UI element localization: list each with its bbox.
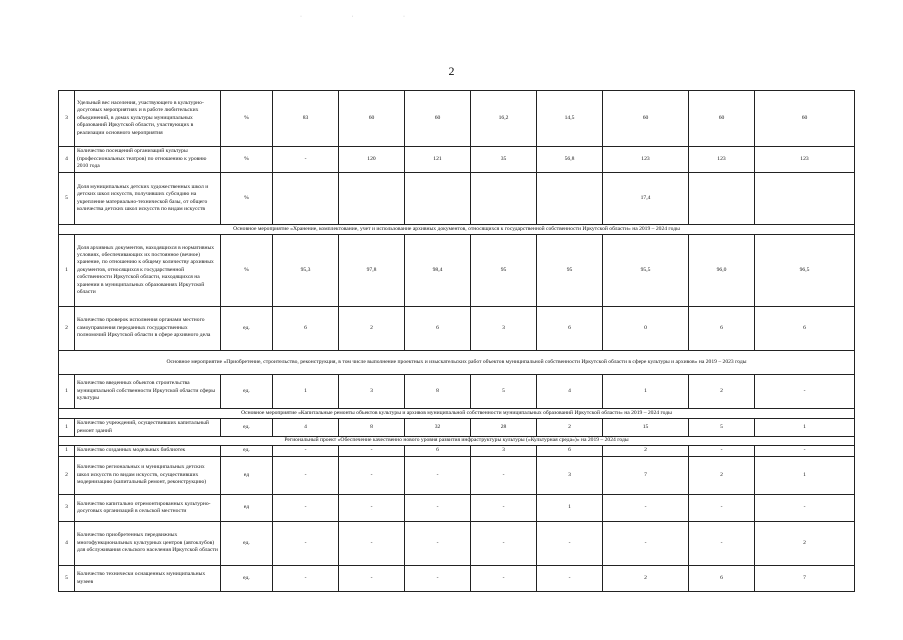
value-cell: [273, 173, 339, 225]
row-number: 4: [59, 522, 75, 566]
value-cell: 1: [755, 419, 855, 437]
unit-cell: ед.: [221, 307, 273, 351]
value-cell: 8: [339, 419, 405, 437]
value-cell: -: [603, 522, 689, 566]
value-cell: 95,5: [603, 235, 689, 307]
value-cell: 1: [755, 457, 855, 495]
unit-cell: %: [221, 235, 273, 307]
indicator-name: Количество созданных модельных библиотек: [75, 446, 221, 457]
value-cell: -: [273, 522, 339, 566]
value-cell: 2: [755, 522, 855, 566]
unit-cell: ед.: [221, 419, 273, 437]
value-cell: -: [405, 495, 471, 522]
value-cell: -: [689, 522, 755, 566]
value-cell: 6: [755, 307, 855, 351]
value-cell: -: [273, 566, 339, 592]
section-title: Основное мероприятие «Приобретение, строительство, реконструкция, в том числе выполнение проектных и изыскательских работ объектов муниципальной собственности Иркутской области в сфере культуры и архивов» на 2019 – 2023 годы: [59, 351, 855, 375]
value-cell: 95: [537, 235, 603, 307]
value-cell: 121: [405, 147, 471, 173]
value-cell: 96,5: [755, 235, 855, 307]
value-cell: 2: [537, 419, 603, 437]
indicator-name: Количество проверок исполнения органами местного самоуправления переданных государственных полномочий Иркутской области в сфере архивного дела: [75, 307, 221, 351]
value-cell: 60: [405, 91, 471, 147]
value-cell: [405, 173, 471, 225]
table-row: [59, 91, 855, 147]
value-cell: [537, 173, 603, 225]
unit-cell: ед: [221, 457, 273, 495]
value-cell: -: [471, 457, 537, 495]
value-cell: -: [273, 457, 339, 495]
indicator-name: Количество региональных и муниципальных детских школ искусств по видам искусств, осуществивших модернизацию (капитальный ремонт, реконструкцию): [75, 457, 221, 495]
value-cell: 123: [755, 147, 855, 173]
scan-artifact: · · ·: [300, 14, 429, 20]
value-cell: 4: [537, 375, 603, 409]
section-header-row: [59, 225, 855, 235]
value-cell: 96,0: [689, 235, 755, 307]
value-cell: [339, 173, 405, 225]
unit-cell: ед.: [221, 566, 273, 592]
indicator-name: Доля архивных документов, находящихся в нормативных условиях, обеспечивающих их постоянное (вечное) хранение, по отношению к общему количеству архивных документов, относящихся к государственной собственности Иркутской области, находящихся на хранении в муниципальных образованиях Иркутской области: [75, 235, 221, 307]
value-cell: -: [405, 457, 471, 495]
row-number: 1: [59, 375, 75, 409]
value-cell: 7: [755, 566, 855, 592]
value-cell: -: [471, 566, 537, 592]
value-cell: -: [755, 446, 855, 457]
unit-cell: ед.: [221, 446, 273, 457]
value-cell: 0: [603, 307, 689, 351]
value-cell: 1: [603, 375, 689, 409]
table-row: [59, 446, 855, 457]
unit-cell: %: [221, 91, 273, 147]
value-cell: 17,4: [603, 173, 689, 225]
section-header-row: [59, 409, 855, 419]
section-header-row: [59, 437, 855, 446]
unit-cell: %: [221, 173, 273, 225]
value-cell: 97,8: [339, 235, 405, 307]
value-cell: 16,2: [471, 91, 537, 147]
value-cell: 1: [273, 375, 339, 409]
value-cell: [689, 173, 755, 225]
value-cell: 3: [339, 375, 405, 409]
indicators-table: [58, 90, 855, 592]
table-row: [59, 307, 855, 351]
value-cell: 3: [471, 307, 537, 351]
value-cell: 95: [471, 235, 537, 307]
value-cell: 6: [405, 446, 471, 457]
value-cell: 14,5: [537, 91, 603, 147]
row-number: 5: [59, 566, 75, 592]
value-cell: 15: [603, 419, 689, 437]
row-number: 5: [59, 173, 75, 225]
table-row: [59, 522, 855, 566]
value-cell: 6: [273, 307, 339, 351]
indicator-name: Количество капитально отремонтированных культурно-досуговых организаций в сельской местности: [75, 495, 221, 522]
indicator-name: Удельный вес населения, участвующего в культурно-досуговых мероприятиях и в работе любительских объединений, в домах культуры муниципальных образований Иркутской области, участвующих в реализации основного мероприятия: [75, 91, 221, 147]
indicator-name: Количество введенных объектов строительства муниципальной собственности Иркутской области сферы культуры: [75, 375, 221, 409]
value-cell: [755, 173, 855, 225]
table-row: [59, 495, 855, 522]
value-cell: -: [339, 495, 405, 522]
value-cell: 123: [603, 147, 689, 173]
row-number: 3: [59, 91, 75, 147]
value-cell: -: [471, 522, 537, 566]
value-cell: 6: [537, 307, 603, 351]
section-title: Региональный проект «Обеспечение качественно нового уровня развития инфраструктуры культуры («Культурная среда»)» на 2019 – 2024 годы: [59, 437, 855, 446]
row-number: 4: [59, 147, 75, 173]
value-cell: 6: [405, 307, 471, 351]
value-cell: -: [405, 522, 471, 566]
unit-cell: ед.: [221, 375, 273, 409]
value-cell: 56,8: [537, 147, 603, 173]
section-header-row: [59, 351, 855, 375]
value-cell: 3: [537, 457, 603, 495]
value-cell: -: [405, 566, 471, 592]
value-cell: -: [537, 566, 603, 592]
row-number: 1: [59, 235, 75, 307]
value-cell: 5: [471, 375, 537, 409]
value-cell: 1: [537, 495, 603, 522]
table-row: [59, 457, 855, 495]
value-cell: -: [339, 446, 405, 457]
value-cell: -: [339, 566, 405, 592]
value-cell: 35: [471, 147, 537, 173]
unit-cell: ед: [221, 495, 273, 522]
value-cell: -: [603, 495, 689, 522]
row-number: 1: [59, 419, 75, 437]
value-cell: -: [537, 522, 603, 566]
unit-cell: %: [221, 147, 273, 173]
value-cell: -: [339, 522, 405, 566]
value-cell: 5: [689, 419, 755, 437]
value-cell: -: [339, 457, 405, 495]
value-cell: 60: [603, 91, 689, 147]
value-cell: 4: [273, 419, 339, 437]
value-cell: -: [689, 495, 755, 522]
value-cell: 83: [273, 91, 339, 147]
table-row: [59, 147, 855, 173]
value-cell: -: [689, 446, 755, 457]
value-cell: 60: [689, 91, 755, 147]
value-cell: 32: [405, 419, 471, 437]
value-cell: -: [273, 495, 339, 522]
table-row: [59, 375, 855, 409]
indicator-name: Количество технически оснащенных муниципальных музеев: [75, 566, 221, 592]
value-cell: 6: [537, 446, 603, 457]
value-cell: 28: [471, 419, 537, 437]
table-row: [59, 419, 855, 437]
value-cell: 120: [339, 147, 405, 173]
section-title: Основное мероприятие «Капитальные ремонты объектов культуры и архивов муниципальной собственности муниципальных образований Иркутской области» на 2019 – 2024 годы: [59, 409, 855, 419]
value-cell: 60: [339, 91, 405, 147]
row-number: 3: [59, 495, 75, 522]
value-cell: -: [273, 147, 339, 173]
value-cell: 3: [471, 446, 537, 457]
value-cell: 7: [603, 457, 689, 495]
value-cell: 60: [755, 91, 855, 147]
indicator-name: Количество посещений организаций культуры (профессиональных театров) по отношению к уровню 2010 года: [75, 147, 221, 173]
value-cell: -: [471, 495, 537, 522]
value-cell: -: [755, 375, 855, 409]
indicator-name: Доля муниципальных детских художественных школ и детских школ искусств, получивших субсидию на укрепление материально-технической базы, от общего количества детских школ искусств по видам искусств: [75, 173, 221, 225]
indicator-name: Количество приобретенных передвижных многофункциональных культурных центров (автоклубов) для обслуживания сельского населения Иркутской области: [75, 522, 221, 566]
row-number: 1: [59, 446, 75, 457]
value-cell: 2: [689, 457, 755, 495]
value-cell: 6: [689, 566, 755, 592]
value-cell: 2: [603, 446, 689, 457]
unit-cell: ед.: [221, 522, 273, 566]
value-cell: 95,3: [273, 235, 339, 307]
value-cell: -: [755, 495, 855, 522]
value-cell: [471, 173, 537, 225]
indicator-name: Количество учреждений, осуществивших капитальный ремонт зданий: [75, 419, 221, 437]
value-cell: 2: [339, 307, 405, 351]
row-number: 2: [59, 307, 75, 351]
value-cell: 6: [689, 307, 755, 351]
value-cell: 98,4: [405, 235, 471, 307]
table-row: [59, 173, 855, 225]
value-cell: 123: [689, 147, 755, 173]
value-cell: 2: [603, 566, 689, 592]
value-cell: -: [273, 446, 339, 457]
value-cell: 2: [689, 375, 755, 409]
row-number: 2: [59, 457, 75, 495]
section-title: Основное мероприятие «Хранение, комплектование, учет и использование архивных документов, относящихся к государственной собственности Иркутской области» на 2019 – 2024 годы: [59, 225, 855, 235]
value-cell: 8: [405, 375, 471, 409]
table-row: [59, 235, 855, 307]
table-row: [59, 566, 855, 592]
page-number: 2: [448, 64, 455, 78]
